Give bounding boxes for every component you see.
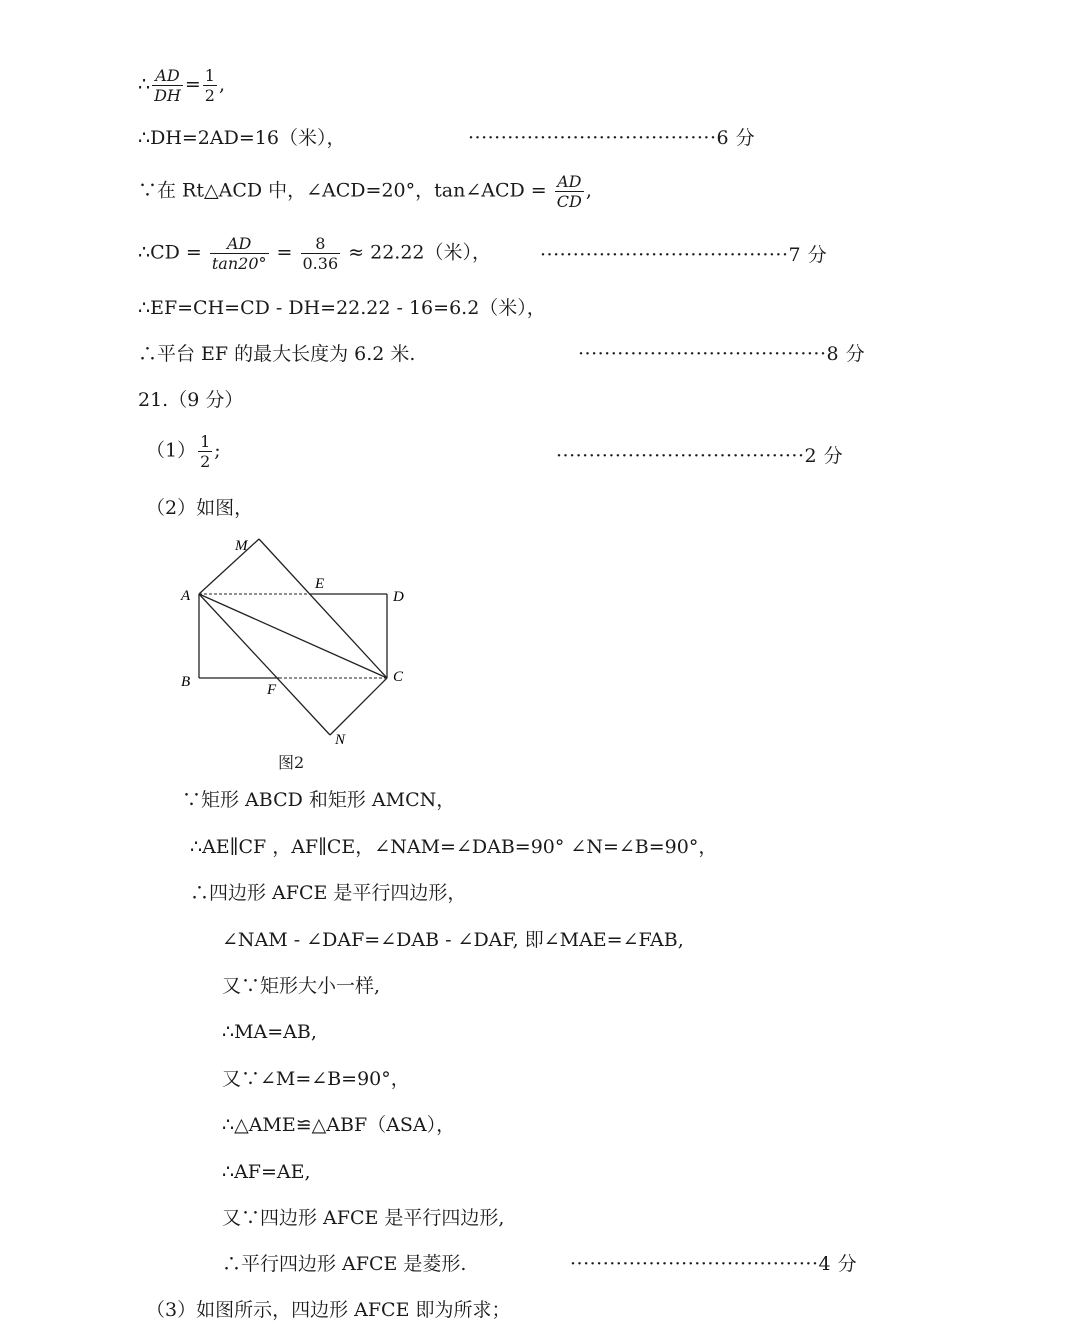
proof-line: ∴AE∥CF ，AF∥CE，∠NAM=∠DAB=90° ∠N=∠B=90°， (190, 836, 718, 858)
proof-line: 又∵四边形 AFCE 是平行四边形, (222, 1207, 505, 1229)
fraction-one-half: $\frac{1}{2}$ (204, 66, 215, 105)
fraction-one-half-answer: $\frac{1}{2}$ (200, 432, 211, 471)
proof-line: ∠NAM - ∠DAF=∠DAB - ∠DAF, 即∠MAE=∠FAB, (222, 929, 684, 951)
fraction-ad-dh: $\frac{AD}{DH}$ (154, 66, 181, 105)
score-6: ······································6 分 (468, 127, 756, 149)
cd-line: ∴CD = $\frac{AD}{\tan 20^\circ}$ = $\frac{8}{0.36}$ ≈ 22.22（米）， (138, 234, 492, 273)
part-1-answer: （1） $\frac{1}{2}$ ; (146, 432, 221, 471)
part-3-answer: （3）如图所示，四边形 AFCE 即为所求； (146, 1299, 511, 1321)
therefore-symbol: ∴ (138, 73, 151, 96)
label-m: M (235, 538, 248, 554)
dh-line: ∴DH=2AD=16（米）， (138, 127, 346, 149)
proof-line: ∴四边形 AFCE 是平行四边形， (190, 882, 467, 904)
proof-line: ∵矩形 ABCD 和矩形 AMCN， (182, 789, 456, 811)
tan-line: ∵在 Rt△ACD 中，∠ACD=20°，tan∠ACD = $\frac{AD}{CD}$ , (138, 172, 592, 211)
label-d: D (393, 589, 404, 605)
part-2-heading: （2）如图， (146, 497, 254, 519)
label-b: B (181, 674, 191, 690)
proof-line: 又∵矩形大小一样, (222, 975, 381, 997)
score-8: ······································8 分 (578, 343, 866, 365)
fraction-ad-cd: $\frac{AD}{CD}$ (556, 172, 582, 211)
segment-ac (199, 594, 387, 678)
ratio-line: ∴ $\frac{AD}{DH}$ = $\frac{1}{2}$ , (138, 66, 226, 105)
score-7: ······································7 分 (540, 244, 828, 266)
proof-line: ∴MA=AB, (222, 1021, 317, 1043)
proof-line: 又∵∠M=∠B=90°， (222, 1068, 410, 1090)
ef-line: ∴EF=CH=CD - DH=22.22 - 16=6.2（米）， (138, 297, 546, 319)
segment-am (199, 539, 259, 594)
label-f: F (267, 682, 277, 698)
score-4: ······································4 分 (570, 1253, 858, 1275)
proof-line: ∴AF=AE, (222, 1161, 311, 1183)
ef-max-line: ∴平台 EF 的最大长度为 6.2 米. (138, 343, 416, 365)
question-21-heading: 21.（9 分） (138, 389, 244, 411)
score-2: ······································2 分 (556, 445, 844, 467)
segment-na (199, 594, 330, 735)
fraction-8-036: $\frac{8}{0.36}$ (302, 234, 339, 273)
fraction-ad-tan20: $\frac{AD}{\tan 20^\circ}$ (211, 234, 267, 273)
label-a: A (181, 588, 191, 604)
segment-mc (259, 539, 387, 678)
proof-line: ∴△AME≌△ABF（ASA）， (222, 1114, 456, 1136)
proof-line: ∴平行四边形 AFCE 是菱形. (222, 1253, 467, 1275)
label-c: C (393, 669, 404, 685)
label-n: N (335, 732, 346, 748)
label-e: E (315, 576, 325, 592)
figure-caption: 图2 (278, 753, 305, 772)
geometry-figure (175, 530, 435, 750)
segment-cn (330, 678, 387, 735)
